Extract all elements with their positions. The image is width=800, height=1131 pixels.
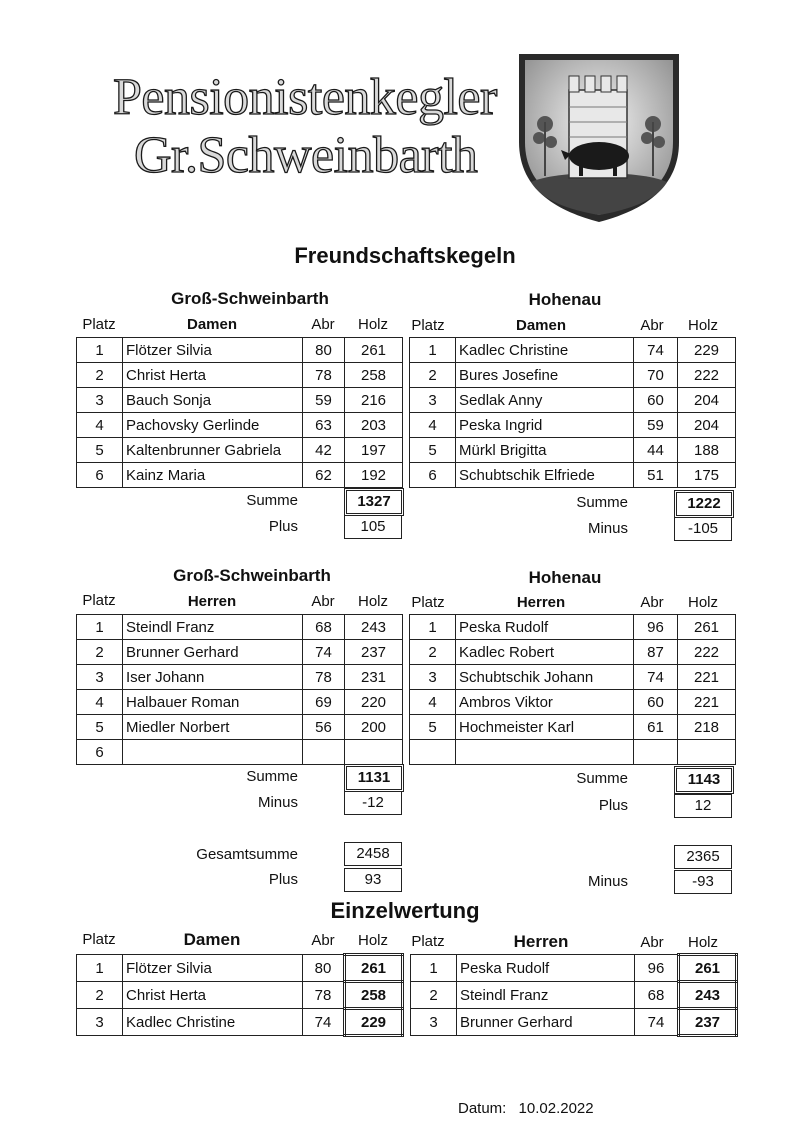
player-name-cell [456, 740, 634, 765]
player-name-cell: Mürkl Brigitta [456, 438, 634, 463]
player-name-cell: Peska Rudolf [457, 955, 635, 982]
rank-cell: 3 [77, 665, 123, 690]
rank-cell [410, 740, 456, 765]
abr-cell: 62 [303, 463, 345, 488]
left-team-name: Groß-Schweinbarth [171, 289, 329, 308]
einzelwertung-table [76, 953, 738, 1037]
player-name-cell: Halbauer Roman [123, 690, 303, 715]
abr-cell: 68 [303, 615, 345, 640]
datum-value: 10.02.2022 [518, 1100, 594, 1117]
rank-cell: 4 [77, 690, 123, 715]
left-total-diff-box: 93 [344, 868, 402, 892]
abr-cell: 69 [303, 690, 345, 715]
rank-cell: 3 [77, 1009, 123, 1036]
rank-cell: 2 [410, 640, 456, 665]
abr-cell: 74 [634, 338, 678, 363]
holz-cell: 237 [679, 1009, 737, 1036]
rank-cell: 1 [410, 615, 456, 640]
rank-cell: 5 [77, 438, 123, 463]
abr-cell: 80 [303, 338, 345, 363]
abr-cell: 87 [634, 640, 678, 665]
club-title-line2: Gr.Schweinbarth [134, 127, 478, 184]
abr-cell: 70 [634, 363, 678, 388]
rank-cell: 1 [410, 338, 456, 363]
col-platz-label: Platz [411, 317, 445, 334]
rank-cell: 1 [77, 955, 123, 982]
holz-cell: 221 [678, 665, 736, 690]
abr-cell: 60 [634, 690, 678, 715]
col-platz-label: Platz [82, 316, 116, 333]
rank-cell: 3 [411, 1009, 457, 1036]
player-name-cell: Pachovsky Gerlinde [123, 413, 303, 438]
rank-cell: 6 [77, 740, 123, 765]
abr-cell: 68 [635, 982, 679, 1009]
abr-cell [303, 740, 345, 765]
col-damen-label: Damen [515, 317, 567, 334]
table-row [77, 463, 736, 488]
player-name-cell [123, 740, 303, 765]
right-sum-box: 1222 [674, 490, 734, 518]
abr-cell: 60 [634, 388, 678, 413]
holz-cell: 197 [345, 438, 403, 463]
col-holz-label: Holz [357, 593, 388, 610]
left-total-box: 2458 [344, 842, 402, 866]
einzelwertung-title: Einzelwertung [330, 898, 480, 923]
holz-cell: 200 [345, 715, 403, 740]
player-name-cell: Steindl Franz [123, 615, 303, 640]
rank-cell: 5 [410, 438, 456, 463]
right-total-diff-box: -93 [674, 870, 732, 894]
right-sum-box: 1143 [674, 766, 734, 794]
holz-cell: 261 [345, 955, 403, 982]
rank-cell: 3 [410, 665, 456, 690]
abr-cell: 78 [303, 665, 345, 690]
holz-cell: 221 [678, 690, 736, 715]
player-name-cell: Peska Ingrid [456, 413, 634, 438]
plus-label: Plus [598, 797, 628, 814]
col-holz-label: Holz [687, 934, 718, 951]
player-name-cell: Steindl Franz [457, 982, 635, 1009]
table-row [77, 982, 737, 1009]
holz-cell: 204 [678, 388, 736, 413]
minus-label: Minus [587, 873, 628, 890]
col-abr-label: Abr [640, 594, 664, 611]
left-team-name: Groß-Schweinbarth [173, 566, 331, 585]
holz-cell: 203 [345, 413, 403, 438]
player-name-cell: Bauch Sonja [123, 388, 303, 413]
holz-cell: 261 [679, 955, 737, 982]
table-row [77, 413, 736, 438]
holz-cell: 231 [345, 665, 403, 690]
gesamtsumme-label: Gesamtsumme [196, 846, 298, 863]
abr-cell: 44 [634, 438, 678, 463]
player-name-cell: Brunner Gerhard [457, 1009, 635, 1036]
right-diff-box: -105 [674, 517, 732, 541]
holz-cell: 229 [345, 1009, 403, 1036]
event-title: Freundschaftskegeln [294, 243, 516, 268]
col-damen-label: Damen [183, 930, 241, 949]
rank-cell: 6 [410, 463, 456, 488]
holz-cell: 188 [678, 438, 736, 463]
left-sum-box: 1327 [344, 488, 404, 516]
col-holz-label: Holz [687, 594, 718, 611]
left-diff-box: 105 [344, 515, 402, 539]
player-name-cell: Kainz Maria [123, 463, 303, 488]
table-row [77, 740, 736, 765]
right-diff-box: 12 [674, 794, 732, 818]
left-diff-box: -12 [344, 791, 402, 815]
rank-cell: 1 [77, 615, 123, 640]
table-row [77, 1009, 737, 1036]
right-team-name: Hohenau [528, 568, 602, 587]
plus-label: Plus [268, 871, 298, 888]
player-name-cell: Schubtschik Elfriede [456, 463, 634, 488]
abr-cell: 59 [303, 388, 345, 413]
player-name-cell: Brunner Gerhard [123, 640, 303, 665]
holz-cell: 192 [345, 463, 403, 488]
rank-cell: 2 [77, 640, 123, 665]
abr-cell [634, 740, 678, 765]
col-holz-label: Holz [687, 317, 718, 334]
player-name-cell: Christ Herta [123, 982, 303, 1009]
minus-label: Minus [257, 794, 298, 811]
player-name-cell: Kadlec Robert [456, 640, 634, 665]
abr-cell: 61 [634, 715, 678, 740]
herren-results-table [76, 614, 736, 765]
abr-cell: 42 [303, 438, 345, 463]
holz-cell: 218 [678, 715, 736, 740]
rank-cell: 6 [77, 463, 123, 488]
holz-cell: 261 [678, 615, 736, 640]
summe-label: Summe [576, 770, 628, 787]
table-row [77, 388, 736, 413]
player-name-cell: Ambros Viktor [456, 690, 634, 715]
table-row [77, 715, 736, 740]
holz-cell [678, 740, 736, 765]
player-name-cell: Kaltenbrunner Gabriela [123, 438, 303, 463]
table-row [77, 640, 736, 665]
datum-line [458, 1100, 594, 1117]
abr-cell: 96 [634, 615, 678, 640]
holz-cell: 258 [345, 363, 403, 388]
rank-cell: 4 [410, 690, 456, 715]
player-name-cell: Kadlec Christine [123, 1009, 303, 1036]
rank-cell: 5 [77, 715, 123, 740]
player-name-cell: Flötzer Silvia [123, 955, 303, 982]
table-row [77, 363, 736, 388]
table-row [77, 690, 736, 715]
summe-label: Summe [246, 768, 298, 785]
holz-cell: 261 [345, 338, 403, 363]
col-platz-label: Platz [82, 931, 116, 948]
table-row [77, 665, 736, 690]
col-abr-label: Abr [311, 593, 335, 610]
rank-cell: 4 [77, 413, 123, 438]
abr-cell: 51 [634, 463, 678, 488]
holz-cell: 222 [678, 640, 736, 665]
col-platz-label: Platz [411, 933, 445, 950]
player-name-cell: Miedler Norbert [123, 715, 303, 740]
rank-cell: 3 [410, 388, 456, 413]
rank-cell: 2 [410, 363, 456, 388]
col-abr-label: Abr [311, 316, 335, 333]
col-holz-label: Holz [357, 932, 388, 949]
abr-cell: 80 [303, 955, 345, 982]
col-herren-label: Herren [187, 593, 237, 610]
col-platz-label: Platz [411, 594, 445, 611]
holz-cell: 243 [679, 982, 737, 1009]
summe-label: Summe [576, 494, 628, 511]
player-name-cell: Kadlec Christine [456, 338, 634, 363]
summe-label: Summe [246, 492, 298, 509]
abr-cell: 74 [634, 665, 678, 690]
abr-cell: 78 [303, 982, 345, 1009]
abr-cell: 59 [634, 413, 678, 438]
rank-cell: 5 [410, 715, 456, 740]
abr-cell: 96 [635, 955, 679, 982]
player-name-cell: Hochmeister Karl [456, 715, 634, 740]
col-damen-label: Damen [186, 316, 238, 333]
player-name-cell: Flötzer Silvia [123, 338, 303, 363]
rank-cell: 2 [77, 982, 123, 1009]
minus-label: Minus [587, 520, 628, 537]
damen-results-table [76, 337, 736, 488]
player-name-cell: Sedlak Anny [456, 388, 634, 413]
holz-cell: 216 [345, 388, 403, 413]
holz-cell: 258 [345, 982, 403, 1009]
abr-cell: 74 [303, 1009, 345, 1036]
table-row [77, 615, 736, 640]
abr-cell: 78 [303, 363, 345, 388]
abr-cell: 63 [303, 413, 345, 438]
holz-cell: 204 [678, 413, 736, 438]
rank-cell: 1 [411, 955, 457, 982]
right-total-box: 2365 [674, 845, 732, 869]
table-row [77, 338, 736, 363]
holz-cell: 229 [678, 338, 736, 363]
table-row [77, 438, 736, 463]
club-title-line1: Pensionistenkegler [113, 69, 497, 126]
holz-cell: 243 [345, 615, 403, 640]
left-sum-box: 1131 [344, 764, 404, 792]
player-name-cell: Christ Herta [123, 363, 303, 388]
abr-cell: 74 [303, 640, 345, 665]
rank-cell: 4 [410, 413, 456, 438]
datum-label: Datum: [458, 1100, 507, 1117]
rank-cell: 1 [77, 338, 123, 363]
col-abr-label: Abr [640, 934, 664, 951]
abr-cell: 56 [303, 715, 345, 740]
holz-cell: 222 [678, 363, 736, 388]
coat-of-arms-emblem [517, 52, 681, 224]
col-abr-label: Abr [311, 932, 335, 949]
plus-label: Plus [268, 518, 298, 535]
rank-cell: 2 [411, 982, 457, 1009]
player-name-cell: Bures Josefine [456, 363, 634, 388]
right-team-name: Hohenau [528, 290, 602, 309]
rank-cell: 2 [77, 363, 123, 388]
holz-cell: 175 [678, 463, 736, 488]
abr-cell: 74 [635, 1009, 679, 1036]
col-platz-label: Platz [82, 592, 116, 609]
col-herren-label: Herren [513, 932, 569, 951]
col-holz-label: Holz [357, 316, 388, 333]
holz-cell: 237 [345, 640, 403, 665]
col-abr-label: Abr [640, 317, 664, 334]
table-row [77, 955, 737, 982]
player-name-cell: Iser Johann [123, 665, 303, 690]
rank-cell: 3 [77, 388, 123, 413]
player-name-cell: Schubtschik Johann [456, 665, 634, 690]
player-name-cell: Peska Rudolf [456, 615, 634, 640]
holz-cell: 220 [345, 690, 403, 715]
holz-cell [345, 740, 403, 765]
col-herren-label: Herren [516, 594, 566, 611]
